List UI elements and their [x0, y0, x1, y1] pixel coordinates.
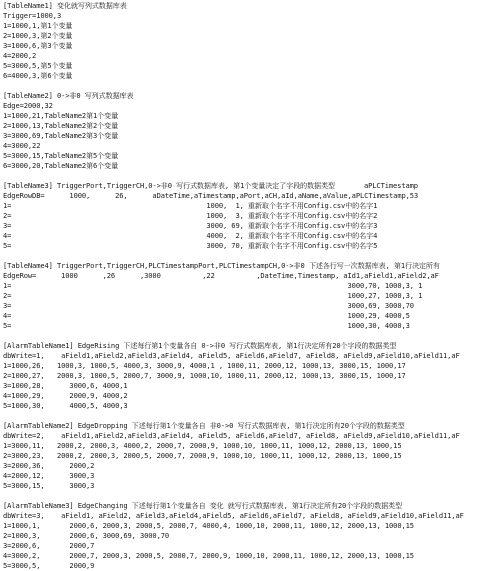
text-line: 4=3000,22: [3, 141, 41, 150]
section-header-line: [AlarmTableName3] EdgeChanging 下述每行第1个变量各自 变化 就写行式数据库表, 第1行决定所有20个字段的数据类型: [3, 501, 402, 510]
text-line: 1=3000,11, 2000,2, 2000,3, 4000,2, 2000,7, 2000,9, 1000,10, 1000,11, 1000,12, 2000,13, 1000,15: [3, 441, 402, 450]
text-line: dbWrite=2, aField1,aField2,aField3,aField4, aField5, aField6,aField7, aField8, aField9,aField10,aField11,aF: [3, 431, 460, 440]
section-header-line: [AlarmTableName1] EdgeRising 下述每行第1个变量各自 0->非0 写行式数据库表, 第1行决定所有20个字段的数据类型: [3, 341, 397, 350]
section-header-line: [TableName3] TriggerPort,TriggerCH,0->非0 写行式数据库表, 第1个变量决定了字段的数据类型 aPLCTimestamp: [3, 181, 418, 190]
text-line: 2=1000,13,TableName2第2个变量: [3, 121, 119, 130]
text-line: 3=1000,6,第3个变量: [3, 41, 73, 50]
text-line: 1=1000,1, 2000,6, 2000,3, 2000,5, 2000,7, 4000,4, 1000,10, 2000,11, 1000,12, 2000,13, 1000,15: [3, 521, 414, 530]
text-line: 1=1000,1,第1个变量: [3, 21, 73, 30]
blank-line: [3, 331, 499, 341]
text-line: 2= 1000, 3, 重新取个名字不用Config.csv中的名字2: [3, 211, 378, 220]
text-line: 2=1000,3, 2000,6, 3000,69, 3000,70: [3, 531, 170, 540]
text-line: 3=1000,28, 3000,6, 4000,1: [3, 381, 128, 390]
section-header-line: [TableName2] 0->非0 写列式数据库表: [3, 91, 134, 100]
text-line: 1= 1000, 1, 重新取个名字不用Config.csv中的名字1: [3, 201, 378, 210]
text-line: 2=1000,3,第2个变量: [3, 31, 73, 40]
text-line: 3= 3000,69, 3000,70: [3, 301, 414, 310]
text-line: 4= 1000,29, 4000,5: [3, 311, 410, 320]
text-line: 5=1000,30, 4000,5, 4000,3: [3, 401, 128, 410]
text-line: Edge=2000,32: [3, 101, 53, 110]
text-line: EdgeRow= 1000 ,26 ,3000 ,22 ,DateTime,Timestamp, aId1,aField1,aField2,aF: [3, 271, 439, 280]
text-line: dbWrite=3, aField1, aField2, aField3,aField4,aField5, aField6,aField7, aField8, aField9,aField10,aField11,aF: [3, 511, 464, 520]
section-header-line: [AlarmTableName2] EdgeDropping 下述每行第1个变量各自 非0->0 写行式数据库表, 第1行决定所有20个字段的数据类型: [3, 421, 405, 430]
text-line: 1= 3000,70, 1000,3, 1: [3, 281, 423, 290]
text-line: dbWrite=1, aField1,aField2,aField3,aField4, aField5, aField6,aField7, aField8, aField9,aField10,aField11,aF: [3, 351, 460, 360]
text-line: 2=1000,27, 2000,3, 1000,5, 2000,7, 3000,9, 1000,10, 1000,11, 2000,12, 1000,13, 3000,15, 1000,17: [3, 371, 406, 380]
section-header-line: [TableName1] 变化就写列式数据库表: [3, 1, 127, 10]
text-line: 2=3000,23, 2000,2, 2000,3, 2000,5, 2000,7, 2000,9, 1000,10, 1000,11, 1000,12, 2000,13, 1000,15: [3, 451, 402, 460]
text-line: Trigger=1000,3: [3, 11, 62, 20]
blank-line: [3, 171, 499, 181]
text-line: 5=3000,15,TableName2第5个变量: [3, 151, 119, 160]
blank-line: [3, 491, 499, 501]
text-line: 2= 1000,27, 1000,3, 1: [3, 291, 423, 300]
text-line: 3=2000,6, 2000,7: [3, 541, 95, 550]
text-line: 4=1000,29, 2000,9, 4000,2: [3, 391, 128, 400]
section-header-line: [TableName4] TriggerPort,TriggerCH,PLCTimestampPort,PLCTimestampCH,0->非0 下述各行写一次数据库表, 第1行决定所有: [3, 261, 440, 270]
text-line: 4=2000,12, 3000,3: [3, 471, 95, 480]
text-line: 4= 4000, 2, 重新取个名字不用Config.csv中的名字4: [3, 231, 378, 240]
text-line: 5=3000,5, 2000,9: [3, 561, 95, 570]
text-line: 3= 3000, 69, 重新取个名字不用Config.csv中的名字3: [3, 221, 378, 230]
text-line: 1=1000,26, 1000,3, 1000,5, 4000,3, 3000,9, 4000,1 , 1000,11, 2000,12, 1000,13, 3000,15, 1000,17: [3, 361, 406, 370]
text-line: 5=3000,15, 3000,3: [3, 481, 95, 490]
text-line: 6=3000,20,TableName2第6个变量: [3, 161, 119, 170]
blank-line: [3, 251, 499, 261]
text-line: 4=2000,2: [3, 51, 37, 60]
text-line: EdgeRowDB= 1000, 26, aDateTime,aTimestamp,aPort,aCH,aId,aName,aValue,aPLCTimestamp,53: [3, 191, 419, 200]
text-line: 6=4000,3,第6个变量: [3, 71, 73, 80]
text-line: 5= 3000, 70, 重新取个名字不用Config.csv中的名字5: [3, 241, 378, 250]
text-line: 5= 1000,30, 4000,3: [3, 321, 410, 330]
text-line: 5=3000,5,第5个变量: [3, 61, 73, 70]
text-line: 3=2000,36, 2000,2: [3, 461, 95, 470]
blank-line: [3, 411, 499, 421]
text-line: 1=1000,21,TableName2第1个变量: [3, 111, 119, 120]
text-line: 3=3000,69,TableName2第3个变量: [3, 131, 119, 140]
blank-line: [3, 81, 499, 91]
text-line: 4=3000,2, 2000,7, 2000,3, 2000,5, 2000,7, 2000,9, 1000,10, 2000,11, 1000,12, 2000,13, 1000,15: [3, 551, 414, 560]
